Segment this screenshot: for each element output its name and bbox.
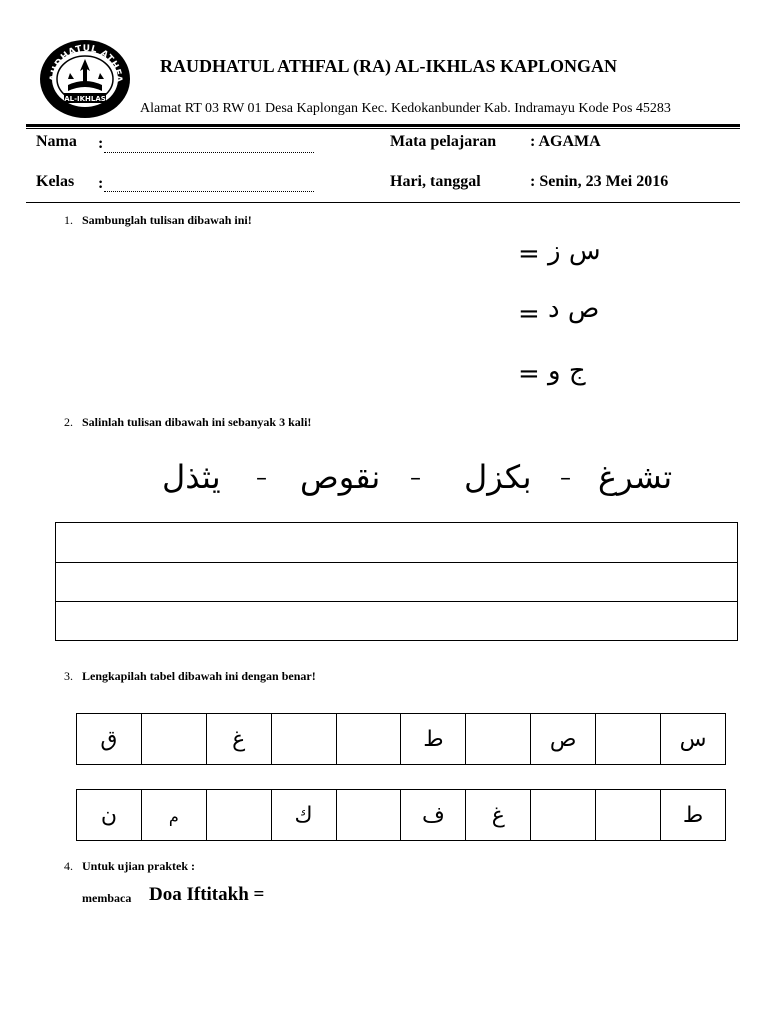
- name-label: Nama: [36, 133, 77, 150]
- q2-separator-1: –: [560, 466, 571, 491]
- q2-word-1: تشرغ: [598, 458, 673, 496]
- q2-number: 2.: [64, 415, 73, 429]
- subject-value: : AGAMA: [530, 133, 601, 150]
- q1-item-3-equals: =: [518, 359, 540, 389]
- table2-letter: ف: [421, 802, 445, 828]
- table1-cell: [77, 714, 142, 765]
- header-divider-thick: [26, 124, 740, 127]
- table1-cell[interactable]: [141, 714, 206, 765]
- school-seal-icon: [38, 37, 133, 119]
- q1-number: 1.: [64, 213, 73, 227]
- q1-item-1-letters: س ز: [548, 236, 601, 266]
- q1-item-3-letters: ج و: [548, 356, 586, 386]
- q1-item-1-equals: =: [518, 239, 540, 269]
- table1-cell[interactable]: [271, 714, 336, 765]
- table1-cell[interactable]: [596, 714, 661, 765]
- q2-text: Salinlah tulisan dibawah ini sebanyak 3 kali!: [82, 415, 312, 429]
- q3-text: Lengkapilah tabel dibawah ini dengan benar!: [82, 669, 316, 683]
- copy-writing-box: [55, 522, 738, 641]
- table2-cell: [77, 790, 142, 841]
- table1-cell: [661, 714, 726, 765]
- q2-word-2: بكزل: [464, 458, 532, 496]
- class-colon: :: [98, 175, 104, 192]
- name-field[interactable]: [104, 142, 314, 153]
- table2-cell: [466, 790, 531, 841]
- table1-cell: [531, 714, 596, 765]
- q4-number: 4.: [64, 859, 73, 873]
- logo-banner-text: AL-IKHLAS: [64, 95, 106, 103]
- table2-cell: [401, 790, 466, 841]
- table2-cell[interactable]: [336, 790, 401, 841]
- header-divider-thin: [26, 128, 740, 129]
- q2-word-4: يثذل: [162, 458, 221, 496]
- name-colon: :: [98, 135, 104, 152]
- subject-label: Mata pelajaran: [390, 133, 497, 150]
- letter-table-row-2: [76, 789, 726, 841]
- q1-item-2-equals: =: [518, 299, 540, 329]
- table2-cell[interactable]: [531, 790, 596, 841]
- table2-letter: م: [168, 806, 179, 826]
- q3-number: 3.: [64, 669, 73, 683]
- table1-cell: [401, 714, 466, 765]
- letter-table-row-1: [76, 713, 726, 765]
- school-name: RAUDHATUL ATHFAL (RA) AL-IKHLAS KAPLONGAN: [160, 56, 618, 76]
- table2-letter: ط: [682, 802, 704, 828]
- copy-line-1: [56, 562, 737, 563]
- table2-cell[interactable]: [206, 790, 271, 841]
- school-address: Alamat RT 03 RW 01 Desa Kaplongan Kec. Kedokanbunder Kab. Indramayu Kode Pos 45283: [140, 101, 671, 116]
- table1-letter: غ: [232, 726, 246, 752]
- identity-divider: [26, 202, 740, 203]
- table2-letter: غ: [491, 802, 505, 828]
- table1-cell[interactable]: [336, 714, 401, 765]
- q4-text: Untuk ujian praktek :: [82, 859, 196, 873]
- class-label: Kelas: [36, 173, 75, 190]
- table1-letter: ط: [423, 726, 444, 752]
- q1-item-2-letters: ص د: [548, 294, 600, 324]
- table1-cell[interactable]: [466, 714, 531, 765]
- table2-letter: ك: [294, 802, 313, 828]
- q4-prefix: membaca: [82, 891, 132, 905]
- school-logo: [38, 37, 133, 119]
- class-field[interactable]: [104, 181, 314, 192]
- q1-text: Sambunglah tulisan dibawah ini!: [82, 213, 252, 227]
- copy-line-2: [56, 601, 737, 602]
- date-value: : Senin, 23 Mei 2016: [530, 173, 669, 190]
- table2-letter: ن: [100, 802, 118, 828]
- q2-separator-2: –: [410, 466, 421, 491]
- table1-letter: ق: [100, 726, 118, 752]
- q2-separator-3: –: [256, 466, 267, 491]
- q4-doa: Doa Iftitakh =: [149, 884, 265, 905]
- table2-cell: [141, 790, 206, 841]
- table2-cell: [271, 790, 336, 841]
- table1-cell: [206, 714, 271, 765]
- table1-letter: س: [679, 726, 707, 752]
- table2-cell: [661, 790, 726, 841]
- q2-word-3: نقوص: [300, 458, 381, 496]
- date-label: Hari, tanggal: [390, 173, 481, 190]
- table2-cell[interactable]: [596, 790, 661, 841]
- table1-letter: ص: [549, 726, 577, 752]
- logo-arc-text: AUDHATUL ATHFA: [48, 43, 124, 84]
